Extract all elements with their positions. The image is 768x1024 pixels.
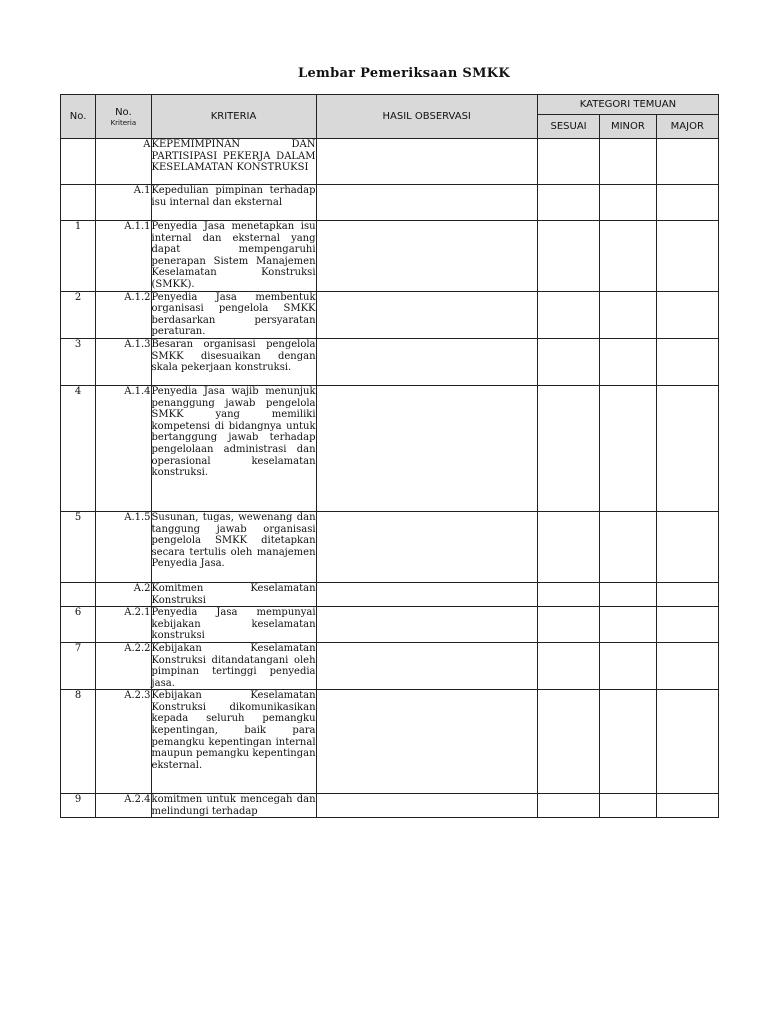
row-no: 3	[61, 338, 96, 385]
cell-minor[interactable]	[600, 291, 656, 338]
cell-sesuai[interactable]	[537, 511, 599, 582]
cell-hasil-observasi[interactable]	[316, 582, 537, 606]
cell-sesuai[interactable]	[537, 338, 599, 385]
table-row	[61, 221, 719, 292]
cell-major[interactable]	[656, 385, 718, 511]
row-kriteria: Penyedia Jasa wajib menunjuk penanggung jawab pengelola SMKK yang memiliki kompetensi di bidangnya untuk bertanggung jawab terhadap pengelolaan administrasi dan operasional keselamatan konstruksi.	[151, 385, 316, 511]
header-minor: MINOR	[600, 115, 656, 139]
row-no: 5	[61, 511, 96, 582]
header-no-kriteria	[96, 95, 151, 139]
row-kriteria: Penyedia Jasa mempunyai kebijakan keselamatan konstruksi	[151, 607, 316, 642]
cell-hasil-observasi[interactable]	[316, 291, 537, 338]
header-no-kriteria-top: No.	[115, 106, 132, 118]
cell-hasil-observasi[interactable]	[316, 642, 537, 689]
header-no-kriteria-sub: Kriteria	[110, 118, 137, 127]
cell-sesuai[interactable]	[537, 139, 599, 185]
header-hasil-observasi: HASIL OBSERVASI	[316, 95, 537, 139]
cell-minor[interactable]	[600, 607, 656, 643]
table-row	[61, 642, 719, 689]
cell-sesuai[interactable]	[537, 690, 599, 794]
header-kategori-temuan: KATEGORI TEMUAN	[537, 95, 718, 115]
cell-sesuai[interactable]	[537, 185, 599, 221]
row-kriteria: Penyedia Jasa membentuk organisasi pengelola SMKK berdasarkan persyaratan peraturan.	[151, 291, 316, 338]
cell-minor[interactable]	[600, 642, 656, 689]
row-no: 2	[61, 291, 96, 338]
row-no: 7	[61, 642, 96, 689]
cell-sesuai[interactable]	[537, 794, 599, 818]
cell-minor[interactable]	[600, 582, 656, 606]
cell-major[interactable]	[656, 221, 718, 292]
row-kode: A.1.4	[96, 385, 151, 511]
row-kode: A.1.5	[96, 511, 151, 582]
cell-major[interactable]	[656, 139, 718, 185]
checklist-table	[60, 94, 719, 818]
cell-minor[interactable]	[600, 338, 656, 385]
row-kode: A	[96, 139, 151, 185]
header-kriteria: KRITERIA	[151, 95, 316, 139]
row-kode: A.2	[96, 582, 151, 606]
row-kriteria: KEPEMIMPINAN DAN PARTISIPASI PEKERJA DALAM KESELAMATAN KONSTRUKSI	[151, 139, 316, 185]
cell-sesuai[interactable]	[537, 291, 599, 338]
cell-hasil-observasi[interactable]	[316, 690, 537, 794]
cell-hasil-observasi[interactable]	[316, 385, 537, 511]
cell-major[interactable]	[656, 338, 718, 385]
row-kode: A.1.1	[96, 221, 151, 292]
row-kriteria: Besaran organisasi pengelola SMKK disesuaikan dengan skala pekerjaan konstruksi.	[151, 338, 316, 385]
row-no: 4	[61, 385, 96, 511]
cell-major[interactable]	[656, 582, 718, 606]
cell-hasil-observasi[interactable]	[316, 607, 537, 643]
cell-hasil-observasi[interactable]	[316, 221, 537, 292]
row-no: 8	[61, 690, 96, 794]
row-kriteria: Kepedulian pimpinan terhadap isu internal dan eksternal	[151, 185, 316, 221]
row-kriteria: Komitmen Keselamatan Konstruksi	[151, 582, 316, 606]
row-no	[61, 582, 96, 606]
row-kriteria: Penyedia Jasa menetapkan isu internal dan eksternal yang dapat mempengaruhi penerapan Sistem Manajemen Keselamatan Konstruksi (SMKK).	[151, 221, 316, 290]
row-kode: A.2.2	[96, 642, 151, 689]
table-row	[61, 338, 719, 385]
cell-sesuai[interactable]	[537, 607, 599, 643]
row-kriteria: Kebijakan Keselamatan Konstruksi ditandatangani oleh pimpinan tertinggi penyedia jasa.	[151, 642, 316, 689]
cell-sesuai[interactable]	[537, 582, 599, 606]
row-no	[61, 185, 96, 221]
cell-hasil-observasi[interactable]	[316, 794, 537, 818]
table-row	[61, 794, 719, 818]
row-kriteria: komitmen untuk mencegah dan melindungi terhadap	[151, 794, 316, 817]
row-kriteria: Kebijakan Keselamatan Konstruksi dikomunikasikan kepada seluruh pemangku kepentingan, baik para pemangku kepentingan internal maupun pemangku kepentingan eksternal.	[151, 690, 316, 794]
cell-minor[interactable]	[600, 139, 656, 185]
row-kode: A.2.4	[96, 794, 151, 818]
table-row	[61, 690, 719, 794]
cell-minor[interactable]	[600, 221, 656, 292]
row-no	[61, 139, 96, 185]
table-row	[61, 139, 719, 185]
row-kode: A.1.3	[96, 338, 151, 385]
row-kode: A.2.1	[96, 607, 151, 643]
cell-minor[interactable]	[600, 794, 656, 818]
cell-minor[interactable]	[600, 385, 656, 511]
row-no: 6	[61, 607, 96, 643]
cell-hasil-observasi[interactable]	[316, 511, 537, 582]
cell-sesuai[interactable]	[537, 221, 599, 292]
cell-major[interactable]	[656, 794, 718, 818]
row-kode: A.1	[96, 185, 151, 221]
cell-hasil-observasi[interactable]	[316, 338, 537, 385]
header-no: No.	[61, 95, 96, 139]
cell-hasil-observasi[interactable]	[316, 185, 537, 221]
row-kode: A.2.3	[96, 690, 151, 794]
row-no: 1	[61, 221, 96, 292]
cell-sesuai[interactable]	[537, 385, 599, 511]
row-kriteria: Susunan, tugas, wewenang dan tanggung jawab organisasi pengelola SMKK ditetapkan secara tertulis oleh manajemen Penyedia Jasa.	[151, 511, 316, 582]
cell-minor[interactable]	[600, 185, 656, 221]
cell-major[interactable]	[656, 185, 718, 221]
cell-major[interactable]	[656, 642, 718, 689]
cell-major[interactable]	[656, 607, 718, 643]
row-no: 9	[61, 794, 96, 818]
table-row	[61, 607, 719, 643]
table-row	[61, 511, 719, 582]
table-row	[61, 185, 719, 221]
table-row	[61, 385, 719, 511]
cell-major[interactable]	[656, 690, 718, 794]
table-row	[61, 582, 719, 606]
cell-major[interactable]	[656, 511, 718, 582]
cell-major[interactable]	[656, 291, 718, 338]
table-row	[61, 291, 719, 338]
header-sesuai: SESUAI	[537, 115, 599, 139]
page-title: Lembar Pemeriksaan SMKK	[298, 66, 510, 81]
cell-minor[interactable]	[600, 511, 656, 582]
row-kode: A.1.2	[96, 291, 151, 338]
header-major: MAJOR	[656, 115, 718, 139]
cell-minor[interactable]	[600, 690, 656, 794]
cell-sesuai[interactable]	[537, 642, 599, 689]
cell-hasil-observasi[interactable]	[316, 139, 537, 185]
